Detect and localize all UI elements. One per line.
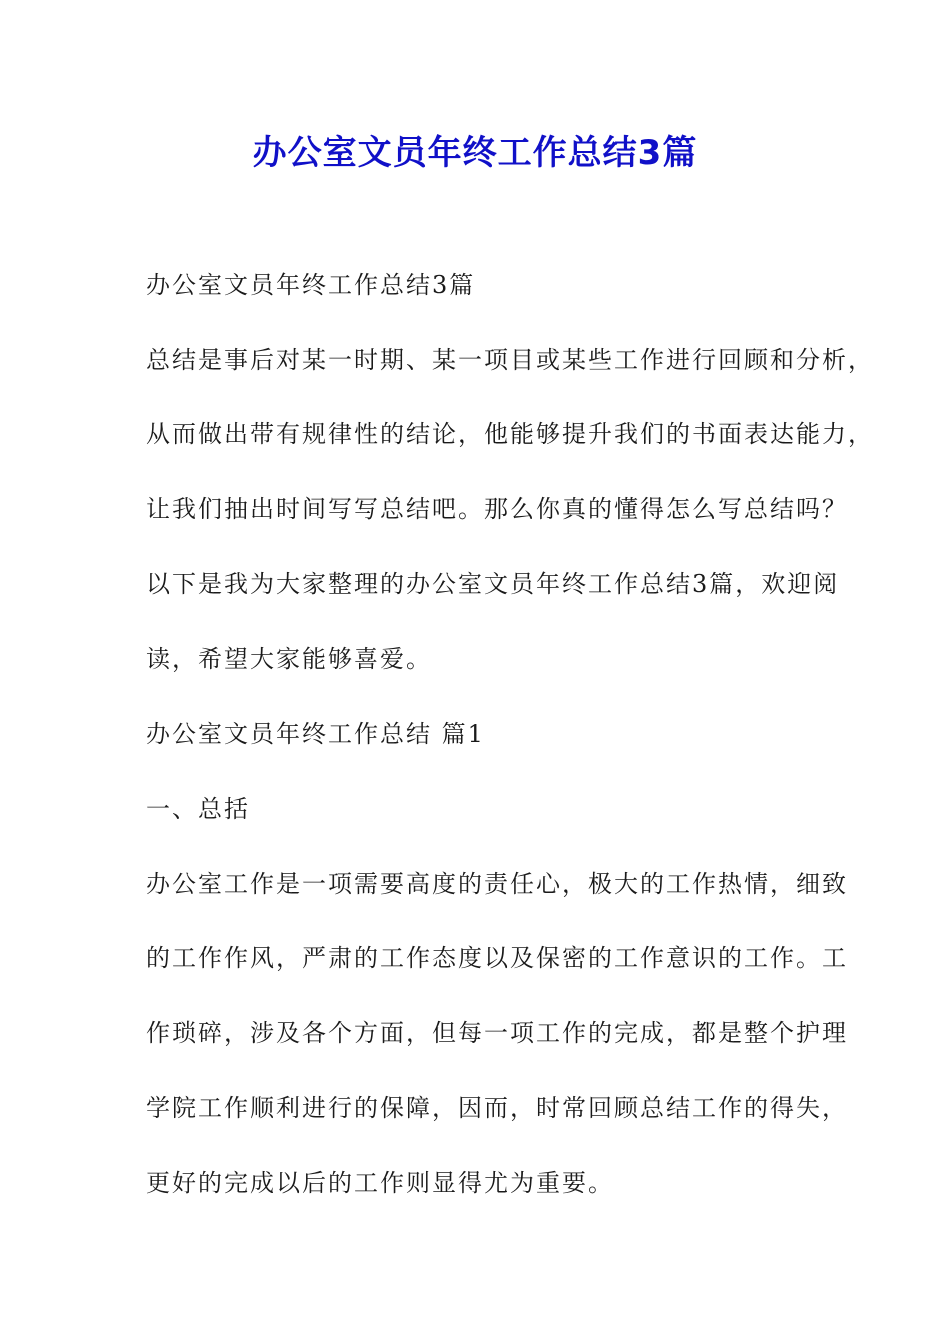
paragraph-line: 让我们抽出时间写写总结吧。那么你真的懂得怎么写总结吗？: [146, 495, 848, 523]
section-heading: 办公室文员年终工作总结 篇1: [146, 720, 485, 748]
paragraph-line: 的工作作风，严肃的工作态度以及保密的工作意识的工作。工: [146, 944, 848, 972]
subsection-heading: 一、总括: [146, 795, 250, 823]
paragraph-line: 学院工作顺利进行的保障，因而，时常回顾总结工作的得失，: [146, 1094, 848, 1122]
paragraph-line: 更好的完成以后的工作则显得尤为重要。: [146, 1169, 614, 1197]
paragraph-line: 办公室工作是一项需要高度的责任心，极大的工作热情，细致: [146, 870, 848, 898]
paragraph-line: 读，希望大家能够喜爱。: [146, 645, 432, 673]
paragraph-line: 总结是事后对某一时期、某一项目或某些工作进行回顾和分析，: [146, 346, 874, 374]
paragraph-line: 从而做出带有规律性的结论，他能够提升我们的书面表达能力，: [146, 420, 874, 448]
subtitle-line: 办公室文员年终工作总结3篇: [146, 271, 476, 299]
document-title: 办公室文员年终工作总结3篇: [252, 133, 698, 173]
paragraph-line: 以下是我为大家整理的办公室文员年终工作总结3篇，欢迎阅: [146, 570, 840, 598]
paragraph-line: 作琐碎，涉及各个方面，但每一项工作的完成，都是整个护理: [146, 1019, 848, 1047]
